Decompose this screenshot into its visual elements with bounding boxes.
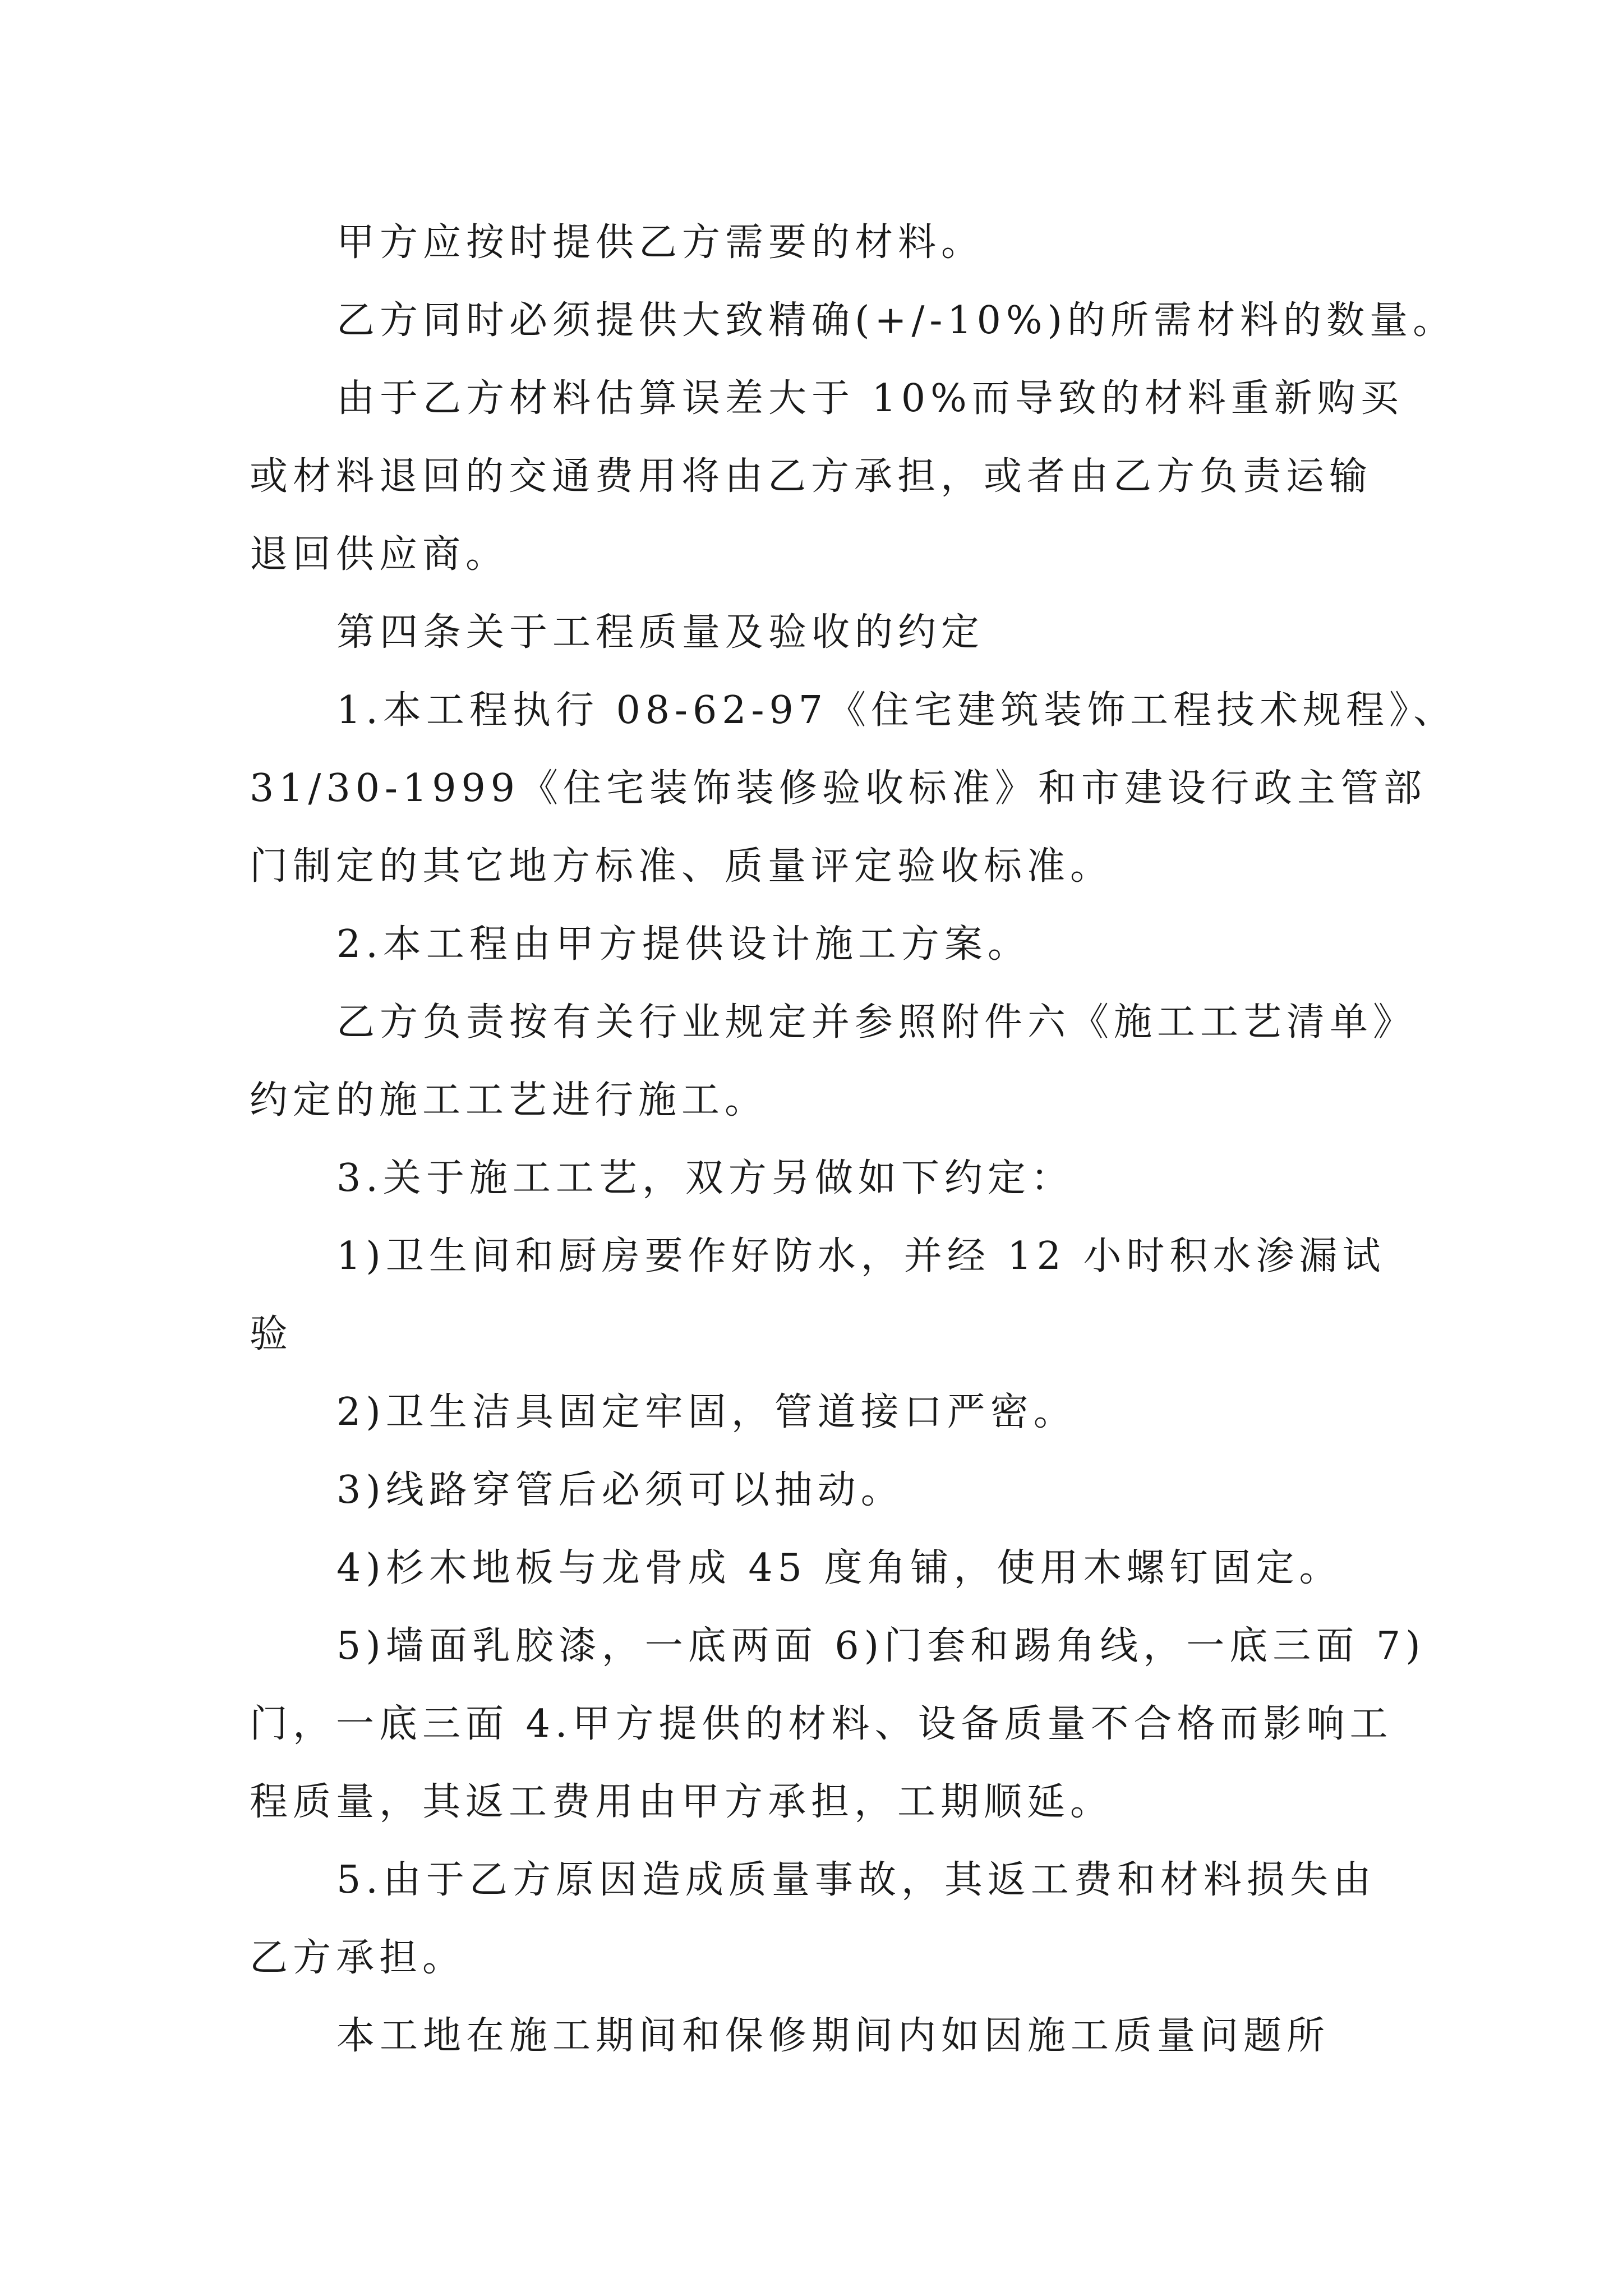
text-line-17: 3)线路穿管后必须可以抽动。 (336, 1468, 904, 1512)
text-line-13: 3.关于施工工艺，双方另做如下约定： (336, 1156, 1074, 1200)
text-line-23: 乙方承担。 (250, 1936, 466, 1980)
text-line-18: 4)杉木地板与龙骨成 45 度角铺，使用木螺钉固定。 (336, 1546, 1343, 1590)
text-line-7: 1.本工程执行 08-62-97《住宅建筑装饰工程技术规程》、 (336, 688, 1457, 733)
text-line-9: 门制定的其它地方标准、质量评定验收标准。 (250, 844, 1114, 889)
text-line-24: 本工地在施工期间和保修期间内如因施工质量问题所 (336, 2014, 1330, 2058)
text-line-10: 2.本工程由甲方提供设计施工方案。 (336, 922, 1031, 967)
text-line-14: 1)卫生间和厨房要作好防水，并经 12 小时积水渗漏试 (336, 1234, 1386, 1278)
text-line-3: 由于乙方材料估算误差大于 10%而导致的材料重新购买 (336, 376, 1404, 421)
text-line-22: 5.由于乙方原因造成质量事故，其返工费和材料损失由 (336, 1858, 1376, 1902)
text-line-1: 甲方应按时提供乙方需要的材料。 (336, 220, 985, 265)
text-line-2: 乙方同时必须提供大致精确(+/-10%)的所需材料的数量。 (336, 298, 1456, 343)
text-line-16: 2)卫生洁具固定牢固，管道接口严密。 (336, 1390, 1077, 1434)
text-line-15: 验 (250, 1312, 293, 1356)
text-line-20: 门，一底三面 4.甲方提供的材料、设备质量不合格而影响工 (250, 1702, 1393, 1746)
text-line-4: 或材料退回的交通费用将由乙方承担，或者由乙方负责运输 (250, 454, 1373, 499)
section-heading: 第四条关于工程质量及验收的约定 (336, 610, 985, 655)
text-line-12: 约定的施工工艺进行施工。 (250, 1078, 768, 1122)
text-line-19: 5)墙面乳胶漆，一底两面 6)门套和踢角线，一底三面 7) (336, 1624, 1426, 1668)
text-line-5: 退回供应商。 (250, 532, 509, 577)
text-line-11: 乙方负责按有关行业规定并参照附件六《施工工艺清单》 (336, 1000, 1417, 1045)
text-line-21: 程质量，其返工费用由甲方承担，工期顺延。 (250, 1780, 1114, 1824)
text-line-8: 31/30-1999《住宅装饰装修验收标准》和市建设行政主管部 (250, 766, 1427, 811)
